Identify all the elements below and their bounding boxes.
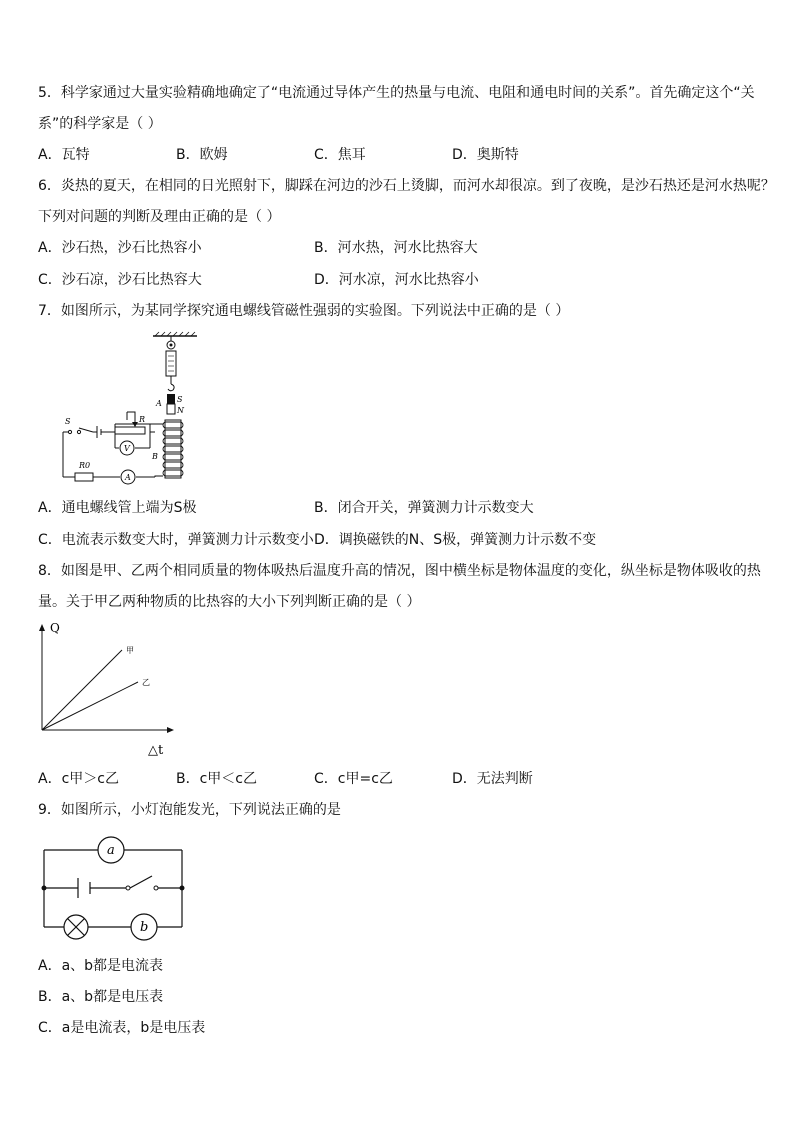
q7-option-d: D．调换磁铁的N、S极，弹簧测力计示数不变 xyxy=(314,532,597,548)
q7-label-b: B xyxy=(152,452,158,461)
q9-meter-b-label: b xyxy=(140,920,149,935)
q6-option-a: A．沙石热，沙石比热容小 xyxy=(38,240,202,256)
q7-label-r: R xyxy=(139,415,146,424)
q8-series-line-1 xyxy=(42,682,138,730)
q9-circuit-figure xyxy=(40,832,190,947)
q5-option-c: C．焦耳 xyxy=(314,147,366,163)
q9-stem-line1: 9．如图所示，小灯泡能发光，下列说法正确的是 xyxy=(38,802,341,818)
q8-heat-chart xyxy=(36,620,186,760)
q6-stem-line1: 6．炎热的夏天，在相同的日光照射下，脚踩在河边的沙石上烫脚，而河水却很凉。到了夜晚，是沙石热还是河水热呢？ xyxy=(38,178,775,194)
q5-option-a: A．瓦特 xyxy=(38,147,90,163)
q8-series-label-1: 乙 xyxy=(142,678,150,687)
q7-label-v: V xyxy=(124,444,130,453)
q7-option-a: A．通电螺线管上端为S极 xyxy=(38,500,197,516)
q9-option-c: C．a是电流表，b是电压表 xyxy=(38,1020,206,1036)
q8-y-axis-arrow xyxy=(39,624,45,631)
q8-x-axis-arrow xyxy=(167,727,174,733)
q7-label-s-pole: S xyxy=(177,395,183,404)
q9-option-a: A．a、b都是电流表 xyxy=(38,958,164,974)
q8-option-a: A．c甲＞c乙 xyxy=(38,771,119,787)
q9-meter-a-label: a xyxy=(107,843,115,858)
q8-stem-line2: 量。关于甲乙两种物质的比热容的大小下列判断正确的是（ ） xyxy=(38,594,421,610)
q8-series-label-0: 甲 xyxy=(126,646,134,655)
q7-stem-line1: 7．如图所示，为某同学探究通电螺线管磁性强弱的实验图。下列说法中正确的是（ ） xyxy=(38,303,570,319)
q6-option-c: C．沙石凉，沙石比热容大 xyxy=(38,272,202,288)
q5-stem-line2: 系”的科学家是（ ） xyxy=(38,116,162,132)
q7-label-switch-s: S xyxy=(65,417,71,426)
q6-option-b: B．河水热，河水比热容大 xyxy=(314,240,478,256)
q8-option-b: B．c甲＜c乙 xyxy=(176,771,257,787)
q5-stem-line1: 5．科学家通过大量实验精确地确定了“电流通过导体产生的热量与电流、电阻和通电时间的关系”。首先确定这个“关 xyxy=(38,85,755,101)
q7-option-c: C．电流表示数变大时，弹簧测力计示数变小 xyxy=(38,532,314,548)
q8-option-c: C．c甲=c乙 xyxy=(314,771,393,787)
q8-option-d: D．无法判断 xyxy=(452,771,533,787)
q7-circuit-figure xyxy=(55,332,205,492)
q7-option-b: B．闭合开关，弹簧测力计示数变大 xyxy=(314,500,534,516)
q8-x-axis-label: △t xyxy=(148,743,164,758)
q8-series-line-0 xyxy=(42,650,122,730)
q6-option-d: D．河水凉，河水比热容小 xyxy=(314,272,479,288)
q7-label-r0: R0 xyxy=(79,461,91,470)
q8-stem-line1: 8．如图是甲、乙两个相同质量的物体吸热后温度升高的情况，图中横坐标是物体温度的变化，纵坐标是物体吸收的热 xyxy=(38,563,761,579)
q7-label-n-pole: N xyxy=(177,406,184,415)
q8-y-axis-label: Q xyxy=(50,621,60,635)
q5-option-b: B．欧姆 xyxy=(176,147,228,163)
q7-label-a-top: A xyxy=(156,399,162,408)
q7-label-ammeter: A xyxy=(125,473,131,482)
q5-option-d: D．奥斯特 xyxy=(452,147,519,163)
q6-stem-line2: 下列对问题的判断及理由正确的是（ ） xyxy=(38,209,281,225)
q9-option-b: B．a、b都是电压表 xyxy=(38,989,164,1005)
